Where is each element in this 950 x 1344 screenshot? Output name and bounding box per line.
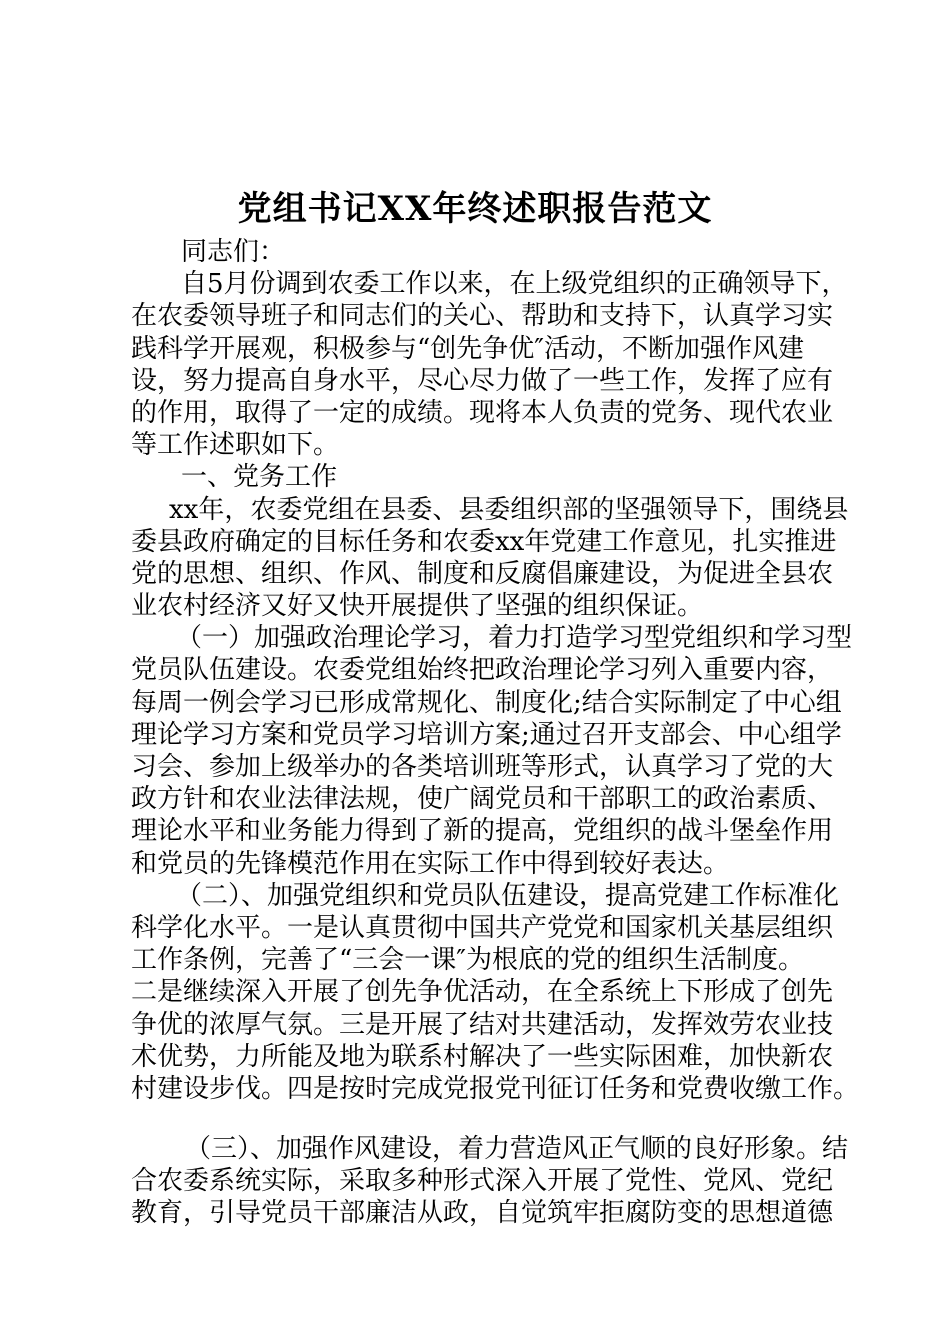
document-title: 党组书记XX年终述职报告范文 — [237, 189, 713, 229]
subsection-1-line: 每周一例会学习已形成常规化、制度化;结合实际制定了中心组 — [131, 687, 842, 718]
subsection-1-line: 政方针和农业法律法规，使广阔党员和干部职工的政治素质、 — [131, 784, 834, 815]
subsection-3-line: 合农委系统实际，采取多种形式深入开展了党性、党风、党纪 — [131, 1166, 834, 1197]
subsection-1-line: 习会、参加上级举办的各类培训班等形式，认真学习了党的大 — [131, 752, 834, 782]
subsection-3-line: （三）、加强作风建设，着力营造风正气顺的良好形象。结 — [185, 1134, 849, 1165]
intro-line: 设，努力提高自身水平，尽心尽力做了一些工作，发挥了应有 — [131, 365, 834, 396]
subsection-1-line: 党员队伍建设。农委党组始终把政治理论学习列入重要内容， — [131, 655, 834, 686]
section-paragraph-line: 业农村经济又好又快开展提供了坚强的组织保证。 — [131, 591, 704, 622]
section-heading: 一、党务工作 — [181, 462, 338, 493]
subsection-2-line: 术优势，力所能及地为联系村解决了一些实际困难，加快新农 — [131, 1041, 834, 1072]
salutation: 同志们： — [181, 237, 286, 267]
subsection-1-line: （一）加强政治理论学习，着力打造学习型党组织和学习型 — [176, 623, 853, 654]
subsection-2-line: 争优的浓厚气氛。三是开展了结对共建活动，发挥效劳农业技 — [131, 1009, 834, 1040]
section-paragraph-line: 党的思想、组织、作风、制度和反腐倡廉建设，为促进全县农 — [131, 558, 834, 589]
section-paragraph-line: 委县政府确定的目标任务和农委xx年党建工作意见，扎实推进 — [131, 526, 837, 557]
subsection-2-line: 工作条例，完善了“三会一课″为根底的党的组织生活制度。 — [131, 945, 805, 976]
subsection-1-line: 和党员的先锋模范作用在实际工作中得到较好表达。 — [131, 848, 730, 879]
subsection-2-line: 科学化水平。一是认真贯彻中国共产党党和国家机关基层组织 — [131, 912, 834, 943]
subsection-3-line: 教育，引导党员干部廉洁从政，自觉筑牢拒腐防变的思想道德 — [131, 1198, 834, 1229]
subsection-2-line: 村建设步伐。四是按时完成党报党刊征订任务和党费收缴工作。 — [131, 1073, 860, 1104]
subsection-2-line: 二是继续深入开展了创先争优活动，在全系统上下形成了创先 — [131, 977, 834, 1008]
subsection-1-line: 理论学习方案和党员学习培训方案;通过召开支部会、中心组学 — [131, 719, 842, 750]
section-paragraph-line: xx年，农委党组在县委、县委组织部的坚强领导下，围绕县 — [169, 494, 849, 525]
intro-line: 自5月份调到农委工作以来，在上级党组织的正确领导下， — [181, 269, 848, 300]
intro-line: 在农委领导班子和同志们的关心、帮助和支持下，认真学习实 — [131, 301, 834, 332]
document-body — [131, 236, 860, 1230]
subsection-2-line: （二）、加强党组织和党员队伍建设，提高党建工作标准化 — [176, 880, 840, 911]
intro-line: 等工作述职如下。 — [131, 430, 340, 461]
intro-line: 的作用，取得了一定的成绩。现将本人负责的党务、现代农业 — [131, 397, 834, 428]
paragraph-gap — [131, 1105, 839, 1133]
intro-line: 践科学开展观，积极参与“创先争优″活动，不断加强作风建 — [131, 333, 805, 364]
subsection-1-line: 理论水平和业务能力得到了新的提高，党组织的战斗堡垒作用 — [131, 816, 834, 847]
